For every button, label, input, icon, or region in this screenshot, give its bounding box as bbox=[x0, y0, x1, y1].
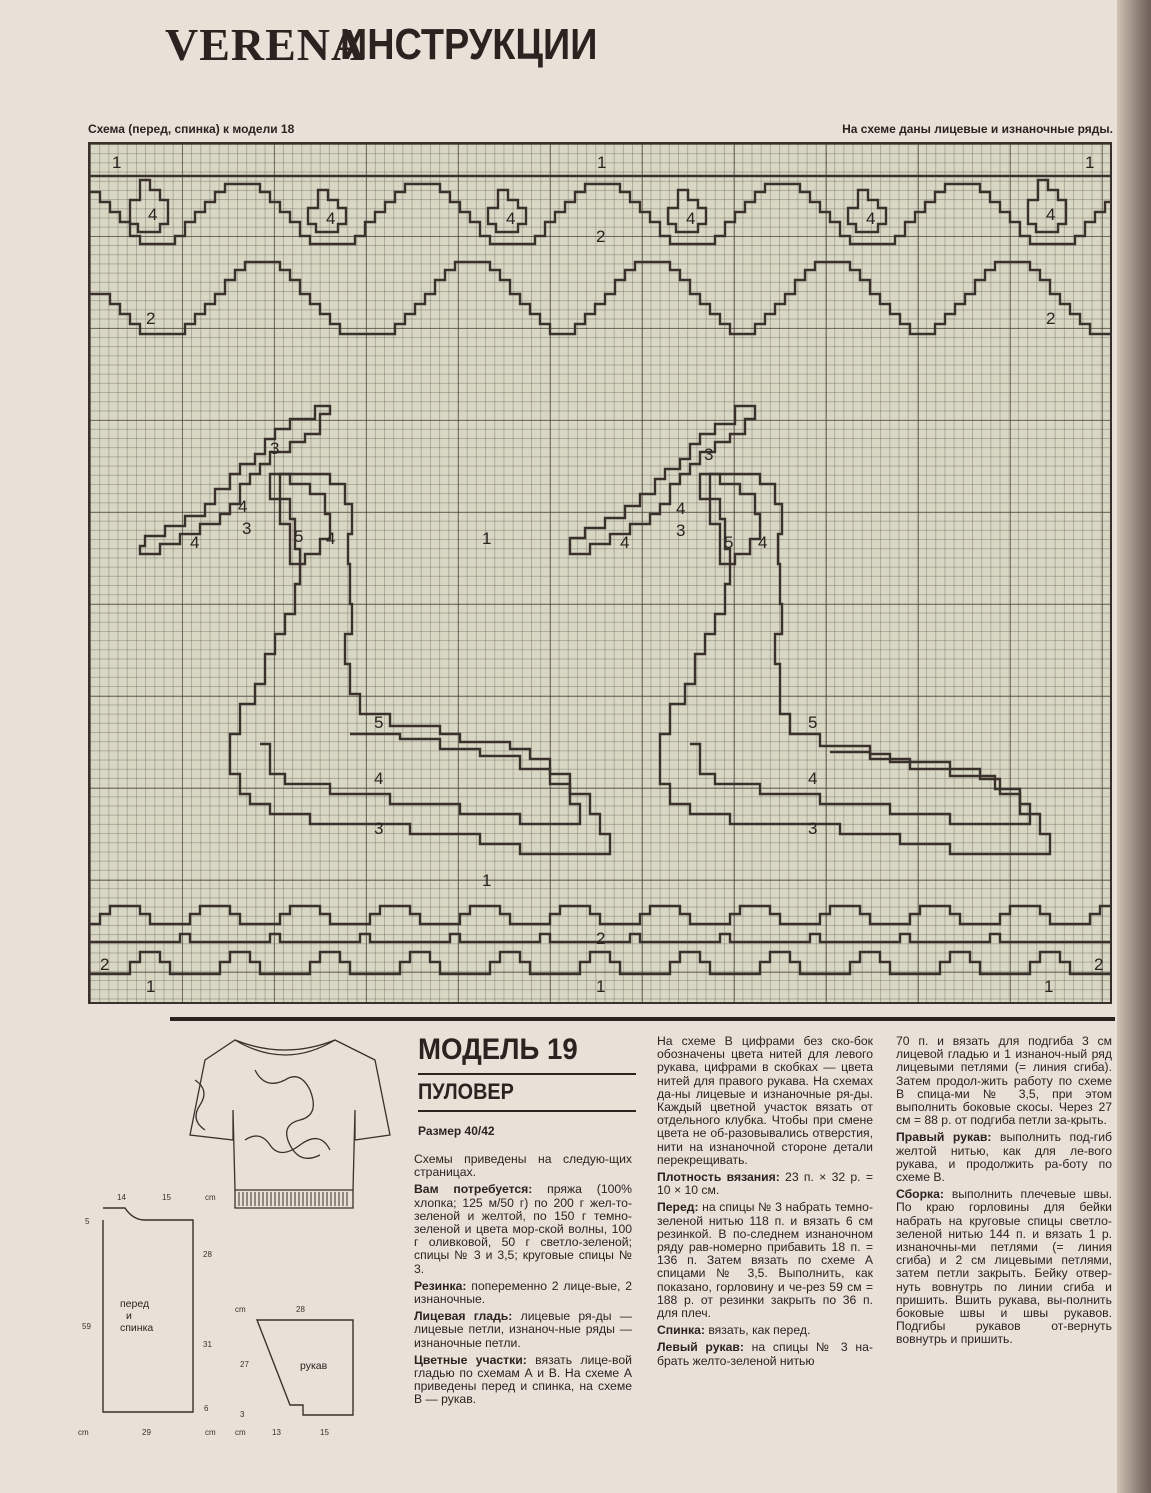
chart-caption-right: На схеме даны лицевые и изнаночные ряды. bbox=[842, 122, 1113, 136]
chart-caption-left: Схема (перед, спинка) к модели 18 bbox=[88, 122, 295, 136]
chart-color-label-bird-right-neck2: 4 bbox=[758, 533, 768, 552]
paragraph-body: на спицы № 3 на-брать желто-зеленой нитью bbox=[657, 1340, 873, 1368]
dim-unit-sleeve-bottom: cm bbox=[235, 1428, 246, 1437]
dim-top-a: 14 bbox=[117, 1193, 126, 1202]
model-title: МОДЕЛЬ 19 bbox=[418, 1033, 578, 1066]
chart-color-label-bird-right-body-mid: 4 bbox=[808, 769, 818, 788]
chart-color-label-bottom-band-center: 1 bbox=[596, 977, 606, 996]
paragraph-body: Схемы приведены на следую-щих страницах. bbox=[414, 1152, 632, 1180]
paragraph-heading: Цветные участки: bbox=[414, 1352, 527, 1367]
paragraph bbox=[896, 1035, 1112, 1127]
dim-unit-bottom-2: cm bbox=[205, 1428, 216, 1437]
dim-sleeve-height: 27 bbox=[240, 1360, 249, 1369]
chart-color-label-bottom-band-left: 1 bbox=[146, 977, 156, 996]
chart-color-label-wave-left: 2 bbox=[146, 309, 156, 328]
paragraph-heading: Правый рукав: bbox=[896, 1130, 992, 1145]
page-binding-edge bbox=[1117, 0, 1151, 1493]
chart-color-label-bird-right-neck: 5 bbox=[724, 533, 734, 552]
chart-color-label-top-band-center: 1 bbox=[597, 153, 607, 172]
dim-unit-sleeve: cm bbox=[235, 1305, 246, 1314]
bottom-wave-upper bbox=[90, 906, 1110, 924]
chart-color-label-motif-3: 4 bbox=[506, 209, 516, 228]
chart-outlines bbox=[90, 176, 1110, 974]
chart-color-label-wave-right: 2 bbox=[1046, 309, 1056, 328]
paragraph-heading: Спинка: bbox=[657, 1323, 705, 1338]
paragraph-heading: Перед: bbox=[657, 1200, 699, 1215]
text-column-2 bbox=[657, 1035, 873, 1372]
knitting-chart bbox=[88, 142, 1112, 1004]
dim-ribbing: 6 bbox=[204, 1404, 209, 1413]
title-rule-top bbox=[418, 1073, 636, 1075]
dim-body-mid: 31 bbox=[203, 1340, 212, 1349]
dim-sleeve-cuff: 3 bbox=[240, 1410, 245, 1419]
chart-drawing bbox=[90, 144, 1110, 1002]
chart-color-label-bird-left-crest: 3 bbox=[270, 439, 280, 458]
paragraph-body: 70 п. и вязать для подгиба 3 см лицевой гладью и 1 изнаноч-ный ряд лицевыми петлями (= линия сгиба). Затем продол-жить работу по схеме В спица-ми № 3,5, при этом выполнить боковые скосы. Через 27 см = 88 р. от подгиба петли за-крыть. bbox=[896, 1034, 1112, 1128]
dim-armhole: 28 bbox=[203, 1250, 212, 1259]
dim-shoulder: 5 bbox=[85, 1217, 90, 1226]
chart-color-label-top-band-right: 1 bbox=[1085, 153, 1095, 172]
paragraph-heading: Резинка: bbox=[414, 1278, 467, 1293]
paragraph-body: лицевые ря-ды — лицевые петли, изнаноч-ные ряды — изнаночные петли. bbox=[414, 1309, 632, 1350]
brand-logo: VERENA bbox=[165, 19, 366, 70]
bird-right-outline bbox=[570, 406, 755, 554]
paragraph-body: выполнить плечевые швы. По краю горловины для бейки набрать на круговые спицы светло-зеленой нитью 144 п. и вязать 1 р. изнаночны-ми петлями (= линия сгиба) и 2 см лицевыми петлями, затем петли закрыть. Бейку отвер-нуть вовнутрь по линии сгиба и пришить. Вшить рукава, вы-полнить боковые швы и швы рукавов. Подгибы рукавов от-вернуть вовнутрь и пришить. bbox=[896, 1187, 1112, 1347]
paragraph bbox=[657, 1201, 873, 1320]
paragraph-body: На схеме В цифрами без ско-бок обозначены цвета нитей для левого рукава, цифрами в скобках — цвета нитей для правого рукава. На схемах да-ны лицевые и изнаночные ря-ды. Каждый цветной участок вязать от отдельного клубка. Чтобы при смене цвета не об-разовывались отверстия, нити на изнаночной стороне детали перекрещивать. bbox=[657, 1034, 873, 1167]
paragraph bbox=[414, 1153, 632, 1179]
chart-color-label-bird-right-eye: 4 bbox=[676, 499, 686, 518]
paragraph-body: пряжа (100% хлопка; 125 м/50 г) по 200 г жел-то-зеленой и желтой, по 150 г темно-зеленой и цвета мор-ской волны, 100 г оливковой, 50 г светло-зеленой; спицы № 3 и 3,5; круговые спицы № 3. bbox=[414, 1182, 632, 1276]
sweater-body bbox=[190, 1040, 390, 1190]
label-sleeve: рукав bbox=[300, 1360, 328, 1372]
chart-color-label-motif-5: 4 bbox=[866, 209, 876, 228]
paragraph-body: вязать лице-вой гладью по схемам А и В. На схеме А приведены перед и спинка, на схеме В — рукав. bbox=[414, 1352, 632, 1407]
paragraph-body: попеременно 2 лице-вые, 2 изнаночные. bbox=[414, 1278, 632, 1307]
sweater-swirl-1 bbox=[255, 1070, 320, 1158]
chart-color-label-bottom-band-right: 1 bbox=[1044, 977, 1054, 996]
chart-color-label-motif-1: 4 bbox=[148, 205, 158, 224]
chart-color-label-motif-4: 4 bbox=[686, 209, 696, 228]
chart-color-label-wave-center: 2 bbox=[596, 227, 606, 246]
paragraph-heading: Левый рукав: bbox=[657, 1340, 744, 1355]
chart-color-label-bottom-left: 2 bbox=[100, 955, 110, 974]
chart-color-label-bird-right-head: 3 bbox=[676, 521, 686, 540]
sweater-neck bbox=[235, 1040, 335, 1055]
chart-color-label-bird-left-body-mid: 4 bbox=[374, 769, 384, 788]
dim-width: 29 bbox=[142, 1428, 151, 1437]
bottom-wave-lower bbox=[90, 952, 1110, 974]
paragraph-body: на спицы № 3 набрать темно-зеленой нитью 118 п. и вязать 6 см резинкой. В по-следнем изнаночном ряду рав-номерно прибавить 18 п. = 136 п. Затем вязать по схеме А спицами № 3,5. Выполнить, как показано, горловину и че-рез 59 см = 188 р. от резинки закрыть по 36 п. для плеч. bbox=[657, 1200, 873, 1321]
title-rule-bottom bbox=[418, 1110, 636, 1112]
dim-unit-bottom: cm bbox=[78, 1428, 89, 1437]
bird-right-neck bbox=[660, 474, 1050, 854]
bird-right-body-inner bbox=[690, 744, 1030, 824]
paragraph bbox=[896, 1131, 1112, 1184]
chart-color-label-bird-left-body-top: 5 bbox=[374, 713, 384, 732]
paragraph bbox=[657, 1171, 873, 1197]
bird-left-neck bbox=[230, 474, 610, 854]
dim-unit-top: cm bbox=[205, 1193, 216, 1202]
label-front-back: перед и спинка bbox=[120, 1298, 154, 1334]
dim-sleeve-top: 28 bbox=[296, 1305, 305, 1314]
section-divider bbox=[170, 1017, 1115, 1021]
model-subtitle: ПУЛОВЕР bbox=[418, 1079, 514, 1104]
paragraph-heading: Плотность вязания: bbox=[657, 1170, 780, 1185]
paragraph bbox=[414, 1280, 632, 1306]
paragraph bbox=[896, 1188, 1112, 1346]
dim-sleeve-bottom-b: 15 bbox=[320, 1428, 329, 1437]
chart-color-label-bird-right-body-low: 3 bbox=[808, 819, 818, 838]
chart-color-label-bird-left-neck: 5 bbox=[294, 527, 304, 546]
paragraph bbox=[414, 1310, 632, 1350]
text-column-3 bbox=[896, 1035, 1112, 1351]
chart-color-label-bottom-right: 2 bbox=[1094, 955, 1104, 974]
size-label: Размер 40/42 bbox=[418, 1124, 495, 1138]
text-column-1 bbox=[414, 1153, 632, 1411]
paragraph-body: выполнить под-гиб желтой нитью, как для ле-вого рукава, и продолжить ра-боту по схеме В. bbox=[896, 1130, 1112, 1185]
top-wave-lower bbox=[90, 262, 1110, 334]
page-title: ИНСТРУКЦИИ bbox=[340, 20, 598, 69]
dim-total-height: 59 bbox=[82, 1322, 91, 1331]
paragraph-body: 23 п. × 32 р. = 10 × 10 см. bbox=[657, 1170, 873, 1198]
bird-left-body-inner bbox=[260, 734, 580, 824]
chart-color-label-bird-right-crest: 3 bbox=[704, 445, 714, 464]
paragraph-heading: Вам потребуется: bbox=[414, 1182, 533, 1197]
paragraph-heading: Сборка: bbox=[896, 1187, 944, 1202]
chart-color-label-bird-right-beak: 4 bbox=[620, 533, 630, 552]
dim-top-b: 15 bbox=[162, 1193, 171, 1202]
chart-color-label-bottom-wave-center: 2 bbox=[596, 929, 606, 948]
paragraph bbox=[657, 1324, 873, 1337]
chart-color-label-bird-left-head: 3 bbox=[242, 519, 252, 538]
chart-color-label-motif-2: 4 bbox=[326, 209, 336, 228]
chart-color-label-bird-left-neck2: 4 bbox=[326, 529, 336, 548]
chart-color-label-background-lower: 1 bbox=[482, 871, 492, 890]
paragraph-body: вязать, как перед. bbox=[704, 1323, 811, 1338]
chart-color-label-bird-left-beak: 4 bbox=[190, 533, 200, 552]
dim-sleeve-bottom-a: 13 bbox=[272, 1428, 281, 1437]
paragraph bbox=[657, 1341, 873, 1367]
paragraph bbox=[657, 1035, 873, 1167]
paragraph bbox=[414, 1183, 632, 1275]
chart-color-label-bird-right-body-top: 5 bbox=[808, 713, 818, 732]
chart-color-label-motif-6: 4 bbox=[1046, 205, 1056, 224]
chart-color-label-background-center: 1 bbox=[482, 529, 492, 548]
chart-color-label-bird-left-body-low: 3 bbox=[374, 819, 384, 838]
chart-color-label-bird-left-eye: 4 bbox=[238, 497, 248, 516]
paragraph-heading: Лицевая гладь: bbox=[414, 1309, 513, 1324]
chart-color-label-top-band-left: 1 bbox=[112, 153, 122, 172]
paragraph bbox=[414, 1354, 632, 1407]
